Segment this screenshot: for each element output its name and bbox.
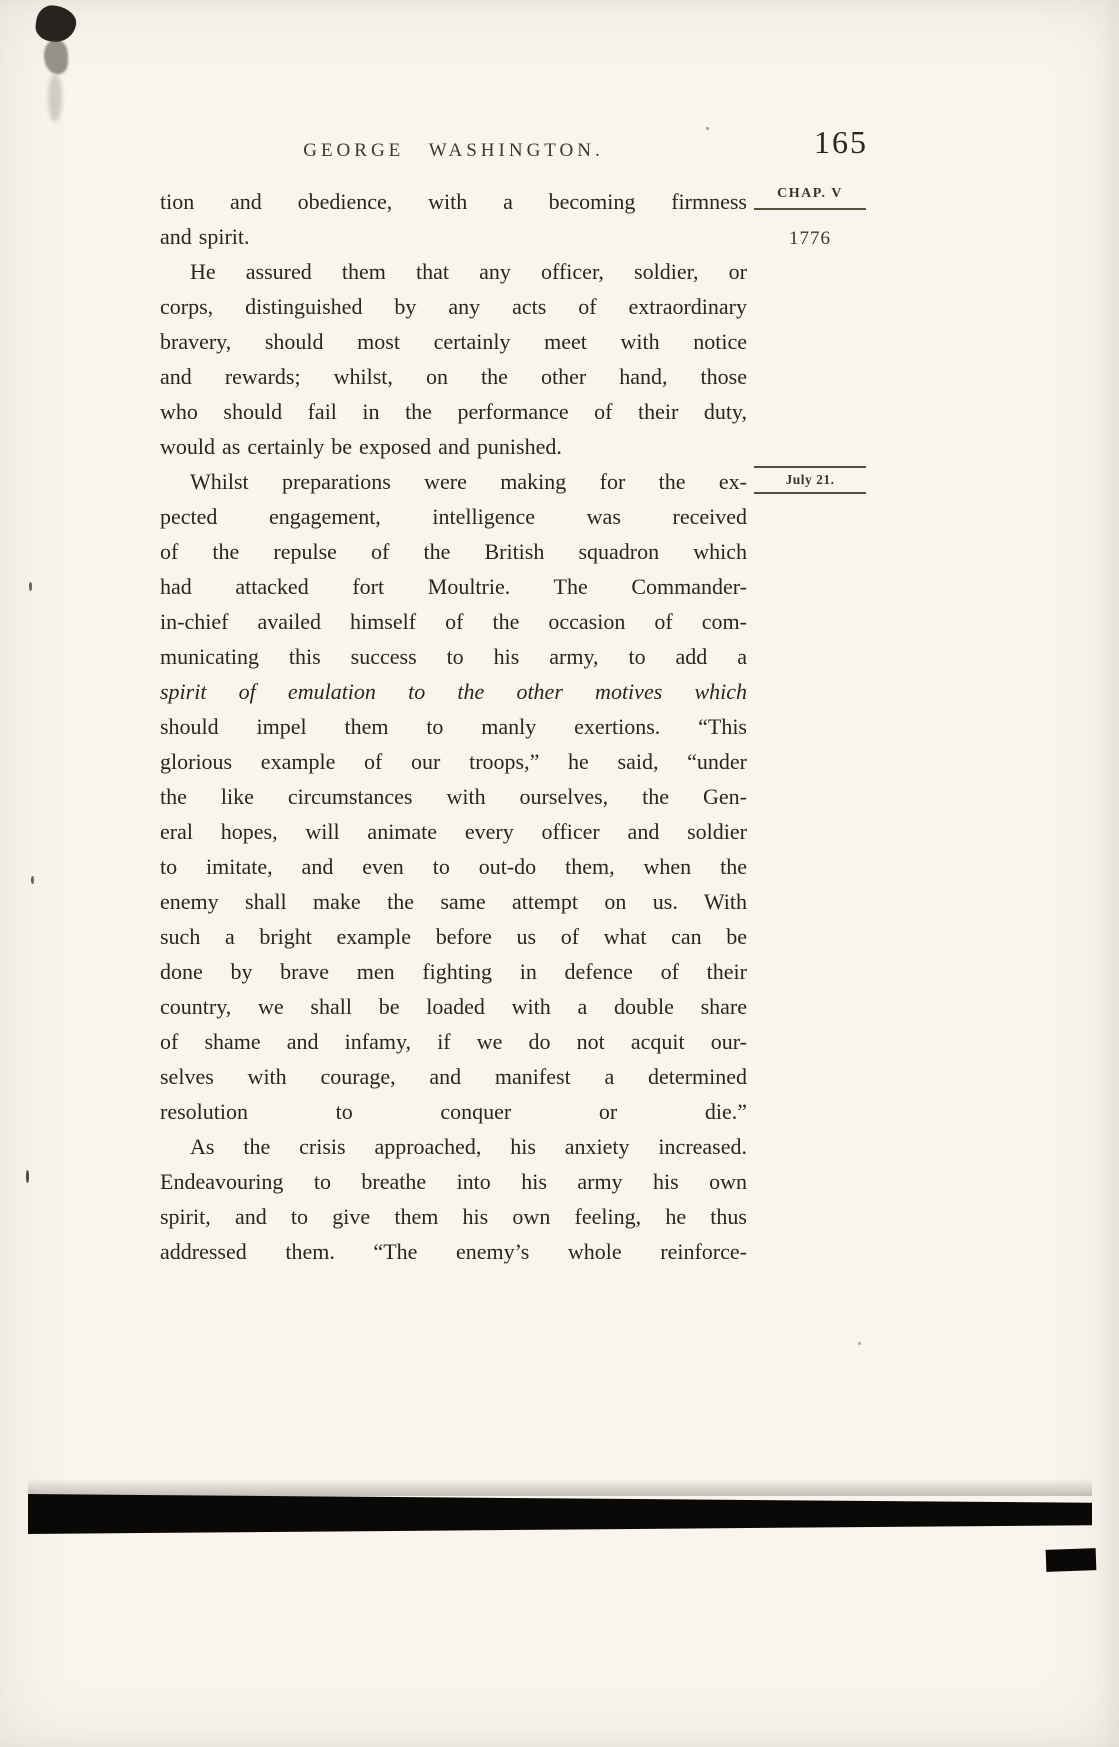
text-line: and rewards; whilst, on the other hand, those [160,364,747,389]
text-line: in-chief availed himself of the occasion of com- [160,609,747,634]
running-title: GEORGE WASHINGTON. [303,140,604,161]
margin-note-chapter: CHAP. V [754,186,866,210]
text-line: the like circumstances with ourselves, the Gen- [160,784,747,809]
text-line: of shame and infamy, if we do not acquit our- [160,1029,747,1054]
text-line: had attacked fort Moultrie. The Commander- [160,574,747,599]
scan-bar-shadow [28,1478,1092,1496]
text-line: corps, distinguished by any acts of extraordinary [160,294,747,319]
text-line: Whilst preparations were making for the ex- [190,469,747,494]
ink-smudge-tail [44,40,68,74]
text-line: resolution to conquer or die.” [160,1099,747,1124]
text-line: municating this success to his army, to add a [160,644,747,669]
margin-note-date: July 21. [754,466,866,494]
margin-note-year: 1776 [789,228,831,249]
text-line: selves with courage, and manifest a determined [160,1064,747,1089]
text-line: spirit, and to give them his own feeling, he thus [160,1204,747,1229]
scan-mark [29,582,32,591]
text-line: enemy shall make the same attempt on us. With [160,889,747,914]
paragraph [160,464,747,1129]
scan-mark [26,1170,29,1183]
paragraph [160,184,747,254]
text-line: addressed them. “The enemy’s whole reinforce- [160,1239,747,1264]
text-line: and spirit. [160,224,250,249]
text-line: He assured them that any officer, soldier, or [190,259,747,284]
text-line: country, we shall be loaded with a double share [160,994,747,1019]
page-number: 165 [814,124,868,160]
text-line: pected engagement, intelligence was received [160,504,747,529]
text-line: spirit of emulation to the other motives which [160,679,747,704]
text-line: As the crisis approached, his anxiety increased. [190,1134,747,1159]
text-line: eral hopes, will animate every officer and soldier [160,819,747,844]
scan-mark [858,1342,861,1345]
text-line: to imitate, and even to out-do them, when the [160,854,747,879]
ink-smudge-faint [48,74,62,122]
ink-smudge [34,3,79,44]
text-line: glorious example of our troops,” he said, “under [160,749,747,774]
text-line: tion and obedience, with a becoming firmness [160,189,747,214]
paragraph [160,254,747,464]
text-line: would as certainly be exposed and punished. [160,434,562,459]
scan-mark [706,127,709,130]
scan-artifact-bar [28,1494,1092,1534]
page-body [160,184,747,1269]
text-line: who should fail in the performance of their duty, [160,399,747,424]
text-line: done by brave men fighting in defence of their [160,959,747,984]
scan-artifact-nub [1046,1548,1097,1572]
text-line: should impel them to manly exertions. “This [160,714,747,739]
scan-mark [31,876,34,884]
paragraph [160,1129,747,1269]
text-line: of the repulse of the British squadron which [160,539,747,564]
text-line: bravery, should most certainly meet with notice [160,329,747,354]
text-line: such a bright example before us of what can be [160,924,747,949]
text-line: Endeavouring to breathe into his army his own [160,1169,747,1194]
